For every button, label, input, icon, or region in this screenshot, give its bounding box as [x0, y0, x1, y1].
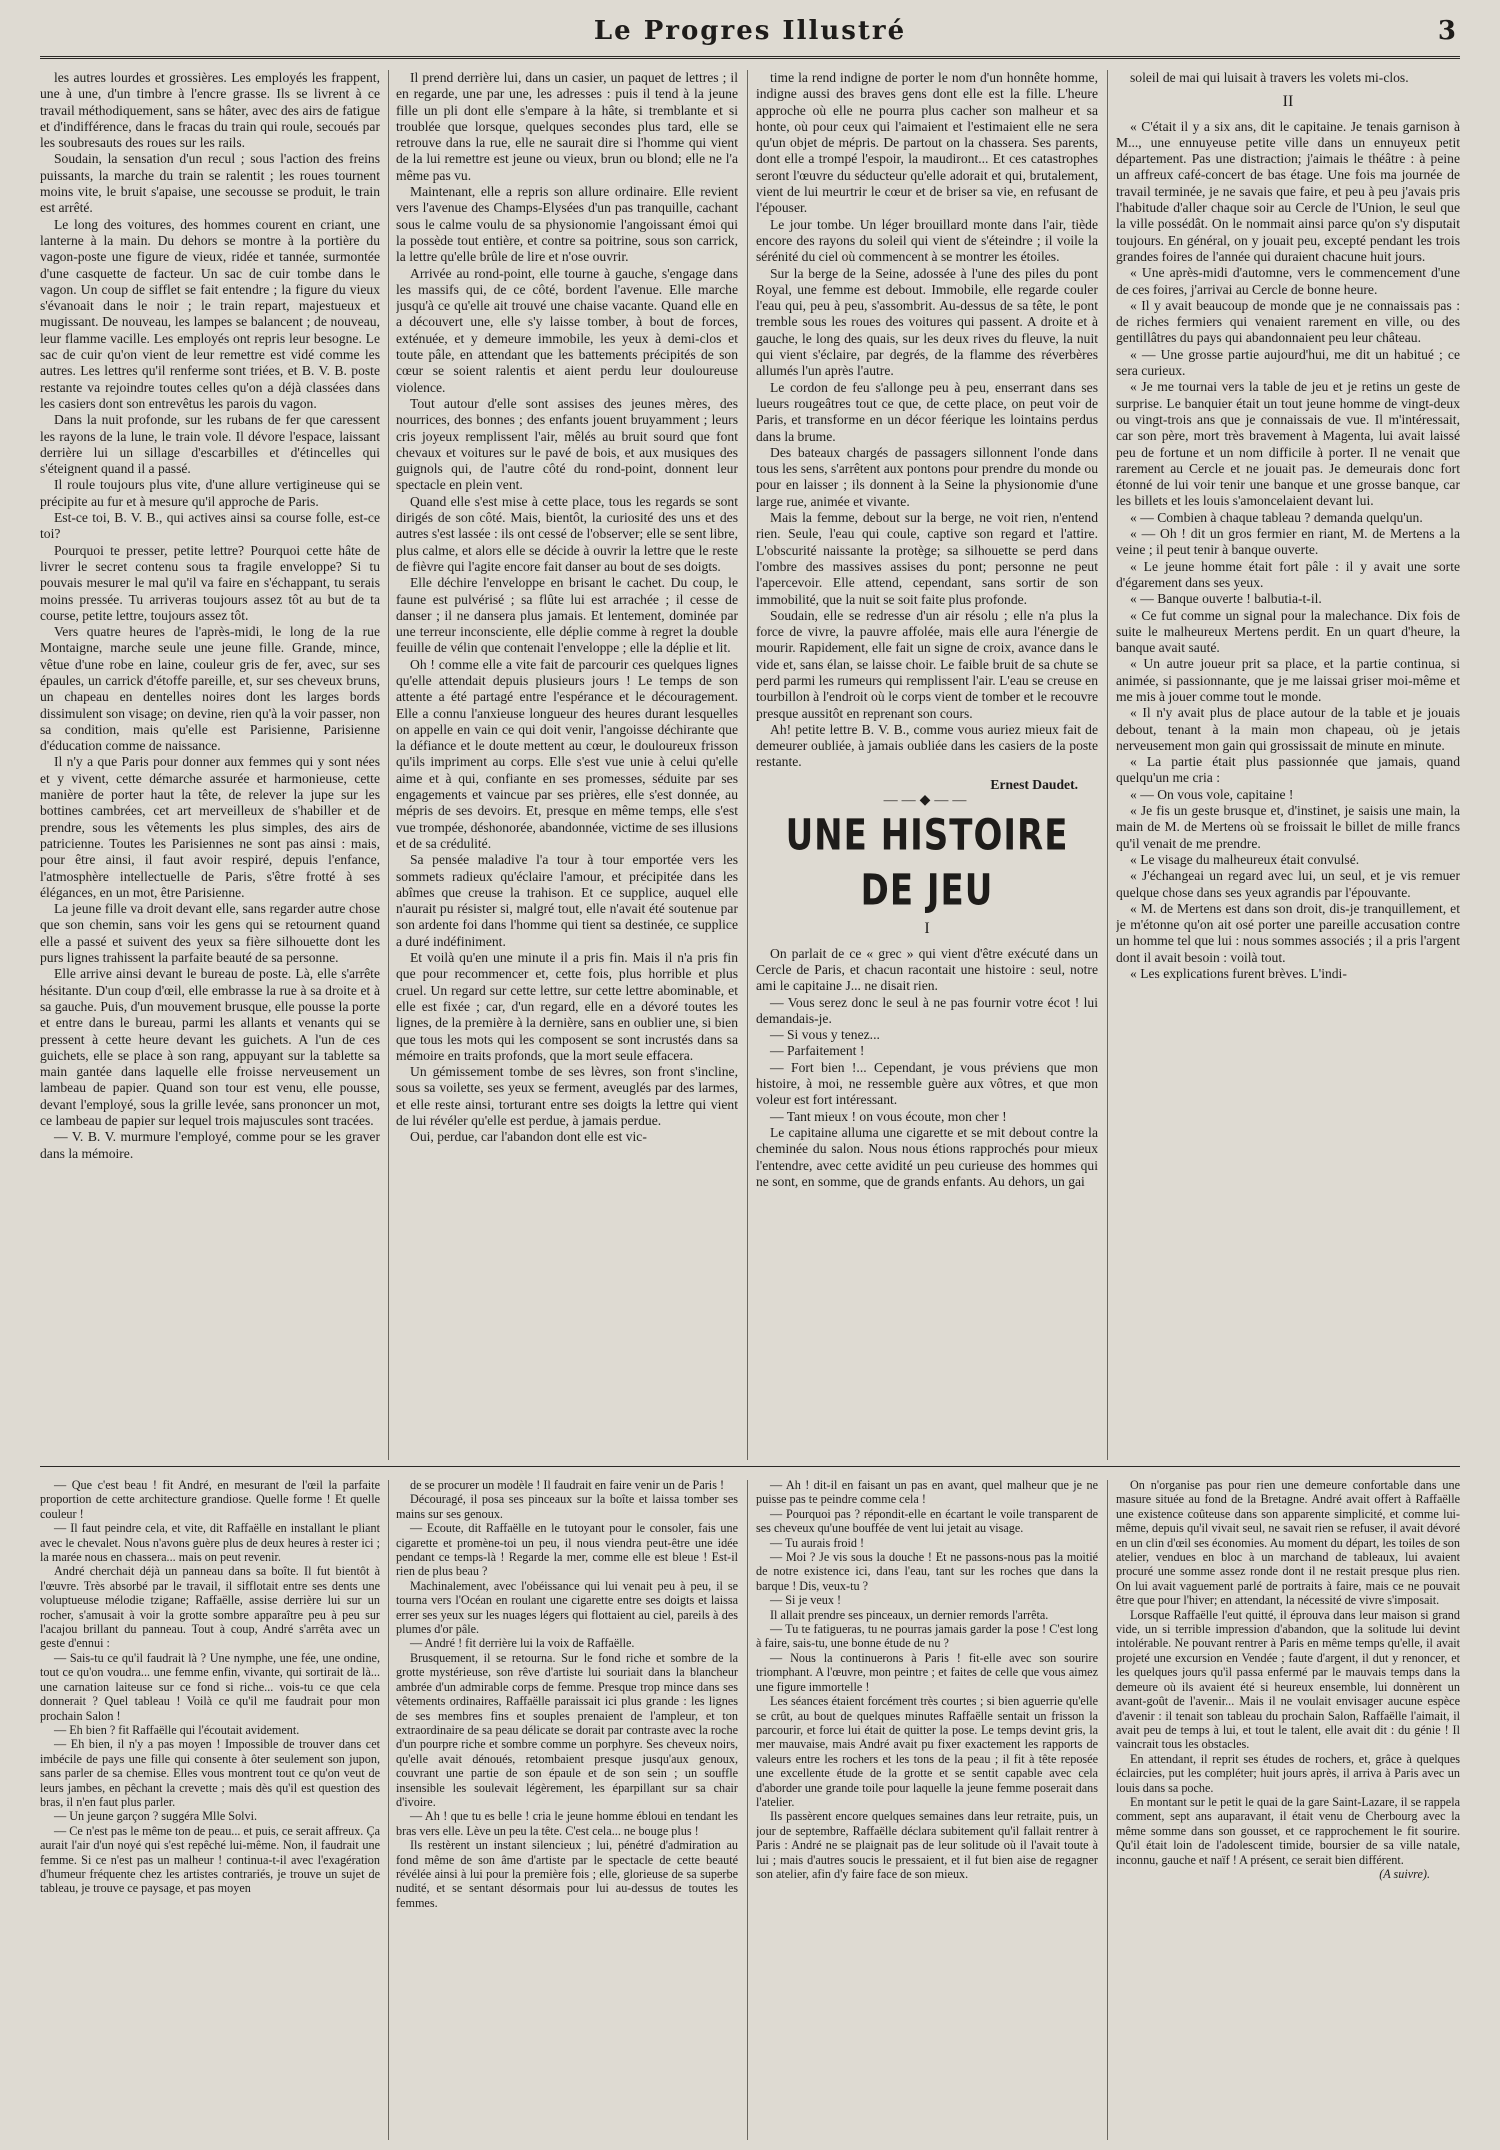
- paragraph: — Ce n'est pas le même ton de peau... et puis, ce serait affreux. Ça aurait l'air d'un noyé qui s'est repêché lui-même. Non, il faudrait une femme. Si ce n'est pas un malheur ! continua-t-il avec l'exagération d'humeur fréquente chez les artistes contrariés, je trouve un sujet de tableau, je trouve ce paysage, et pas moyen: [40, 1823, 380, 1896]
- chapter-heading: I: [924, 920, 930, 938]
- page-number: 3: [1437, 16, 1456, 46]
- paragraph: « Une après-midi d'automne, vers le commencement d'une de ces foires, j'arrivai au Cercle de bonne heure.: [1116, 265, 1460, 297]
- paragraph: Mais la femme, debout sur la berge, ne voit rien, n'entend rien. Seule, l'eau qui coule, captive son regard et l'attire. L'obscurité naissante la protège; sa silhouette se perd dans l'ombre des massives assises du pont; personne ne peut l'apercevoir. Elle attend, cependant, sans sortir de son immobilité, que la nuit se soit faite plus profonde.: [756, 510, 1098, 607]
- paragraph: — Si vous y tenez...: [770, 1027, 880, 1043]
- paragraph: de se procurer un modèle ! Il faudrait en faire venir un de Paris !: [410, 1478, 725, 1492]
- paragraph: On n'organise pas pour rien une demeure confortable dans une masure située au fond de la Bretagne. André avait offert à Raffaëlle une existence coûteuse dans son apparente simplicité, et comme lui-même, depuis qu'il vivait seul, ne savait rien se refuser, il avait dévoré en un clin d'œil ses économies. Au moment du départ, les toiles de son atelier, vendues en bloc à un marchand de tableaux, lui avaient procuré une somme assez ronde dont il ne restait presque plus rien. On lui avait vaguement parlé de portraits à faire, mais ce ne pouvait être que pour l'hiver; en attendant, la nécessité de vivre s'imposait.: [1116, 1478, 1460, 1608]
- paragraph: Oui, perdue, car l'abandon dont elle est vic-: [410, 1129, 647, 1145]
- paragraph: « — Combien à chaque tableau ? demanda quelqu'un.: [1130, 509, 1423, 525]
- article-column-4: [1116, 70, 1460, 1458]
- paragraph: André cherchait déjà un panneau dans sa boîte. Il fut bientôt à l'œuvre. Très absorbé par le travail, il sifflotait entre ses dents une voluptueuse mélodie tzigane; Raffaëlle, assise derrière lui sur un rocher, s'amusait à voir la grotte sombre apparaître peu à peu sur l'acajou brillant du panneau. Tout à coup, André s'arrêta avec un geste d'ennui :: [40, 1564, 380, 1651]
- paragraph: — Pourquoi pas ? répondit-elle en écartant le voile transparent de ses cheveux qu'une bouffée de vent lui jetait au visage.: [756, 1506, 1098, 1536]
- paragraph: Elle arrive ainsi devant le bureau de poste. Là, elle s'arrête hésitante. D'un coup d'œil, elle embrasse la rue à sa droite et à sa gauche. Puis, d'un mouvement brusque, elle pousse la porte et entre dans le bureau, parmi les allants et venants qui se pressent à cette heure devant les guichets. A l'un de ces guichets, elle se place à son rang, appuyant sur la tablette sa main gantée dans laquelle elle froisse nerveusement un lambeau de papier. Quand son tour est venu, elle pousse, devant l'employé, sous la grille levée, sans prononcer un mot, ce lambeau de papier sur lequel trois majuscules sont tracées.: [40, 966, 380, 1128]
- paragraph: — Un jeune garçon ? suggéra Mlle Solvi.: [54, 1809, 258, 1824]
- paragraph: Les séances étaient forcément très courtes ; si bien aguerrie qu'elle se crût, au bout de quelques minutes Raffaëlle sentait un frisson la parcourir, et force lui était de quitter la pose. Le temps devint gris, la mer mauvaise, mais André avait pu fixer exactement les rapports de valeurs entre les rochers et les tons de la peau ; il fit à tête reposée une excellente étude de la grotte et se sentit capable avec cela d'aborder une grande toile pour laquelle la jeune femme poserait dans l'atelier.: [756, 1694, 1098, 1809]
- paragraph: « — Banque ouverte ! balbutia-t-il.: [1130, 591, 1322, 607]
- masthead: [40, 14, 1460, 59]
- paragraph: soleil de mai qui luisait à travers les volets mi-clos.: [1130, 70, 1409, 85]
- column-divider: [388, 70, 389, 1460]
- article-column-2: [396, 70, 738, 1458]
- paragraph: — Que c'est beau ! fit André, en mesurant de l'œil la parfaite proportion de cette architecture grandiose. Quelle forme ! Et quelle couleur !: [40, 1478, 380, 1521]
- paragraph: Pourquoi te presser, petite lettre? Pourquoi cette hâte de livrer le secret contenu sous ta fragile enveloppe? Si tu pouvais mesurer le mal qu'il va faire en s'échappant, tu serais moins pressée. Tu arriveras toujours assez tôt au but de ta course, petite lettre, toujours assez tôt.: [40, 542, 380, 623]
- column-divider: [747, 70, 748, 1460]
- paragraph: Ils restèrent un instant silencieux ; lui, pénétré d'admiration au fond même de son âme d'artiste par le spectacle de cette beauté révélée ainsi à lui pour la première fois ; elle, glorieuse de sa superbe nudité, et se sentant désormais pour lui au-dessus de toutes les femmes.: [396, 1838, 738, 1910]
- to-be-continued: (A suivre).: [1379, 1866, 1430, 1881]
- paragraph: — Ah ! que tu es belle ! cria le jeune homme ébloui en tendant les bras vers elle. Lève un peu la tête. C'est cela... ne bouge plus !: [396, 1809, 738, 1838]
- column-divider: [1107, 1480, 1108, 2140]
- paragraph: Des bateaux chargés de passagers sillonnent l'onde dans tous les sens, s'arrêtent aux pontons pour prendre du monde ou pour en laisser ; ils donnent à la Seine la physionomie d'une large rue, animée et vivante.: [756, 444, 1098, 509]
- paragraph: — Vous serez donc le seul à ne pas fournir votre écot ! lui demandais-je.: [756, 994, 1098, 1026]
- paragraph: Ils passèrent encore quelques semaines dans leur retraite, puis, un jour de septembre, Raffaëlle déclara subitement qu'il fallait rentrer à Paris : André ne se plaignait pas de leur solitude où il l'avait toute à lui ; mais d'autres soucis le pressaient, et il fut bien aise de regagner son atelier, afin d'y faire face de son mieux.: [756, 1809, 1098, 1881]
- paragraph: Elle déchire l'enveloppe en brisant le cachet. Du coup, le faune est pulvérisé ; sa flûte lui est arrachée ; il cesse de danser ; il ne dansera plus jamais. Et lentement, dominée par une terreur inconsciente, elle déplie comme à regret la double feuille de vélin que contenait l'enveloppe ; elle la déplie et lit.: [396, 575, 738, 656]
- paragraph: « Je me tournai vers la table de jeu et je retins un geste de surprise. Le banquier était un tout jeune homme de vingt-deux ou vingt-trois ans que je connaissais de vue. Il m'intéressait, car son père, mort très bravement à Magenta, lui avait laissé peu de fortune et un nom difficile à porter. Il ne venait que rarement au Cercle et ne jouait pas. Je demeurais donc fort étonné de lui voir tenir une banque et une grosse banque, car les billets et les louis s'amoncelaient devant lui.: [1116, 379, 1460, 509]
- paragraph: — Moi ? Je vis sous la douche ! Et ne passons-nous pas la moitié de notre existence ici, dans l'eau, tant sur les roches que dans la barque ! Dis, veux-tu ?: [756, 1550, 1098, 1593]
- paragraph: Un gémissement tombe de ses lèvres, son front s'incline, sous sa voilette, ses yeux se ferment, aveuglés par des larmes, et elle reste ainsi, torturant entre ses doigts la lettre qui vient de lui révéler qu'elle est perdue, à jamais perdue.: [396, 1064, 738, 1128]
- paragraph: « J'échangeai un regard avec lui, un seul, et je vis remuer quelque chose dans ses yeux agrandis par l'épouvante.: [1116, 868, 1460, 900]
- paragraph: — Il faut peindre cela, et vite, dit Raffaëlle en installant le pliant avec le chevalet. Nous n'avons guère plus de deux heures à rester ici ; la marée nous en chassera... mais on peut revenir.: [40, 1521, 380, 1565]
- paragraph: Il n'y a que Paris pour donner aux femmes qui y sont nées et y vivent, cette démarche assurée et harmonieuse, cette manière de porter haut la tête, de relever la jupe sur les bottines cambrées, cet art merveilleux de s'habiller et de prendre, sous les vêtements les plus simples, des airs de patricienne. Toutes les Parisiennes ne sont pas ainsi : mais, pour être ainsi, il faut avoir respiré, depuis l'enfance, l'atmosphère intellectuelle de Paris, s'être frotté à ses élégances, en un mot, être Parisienne.: [40, 754, 380, 900]
- paragraph: « C'était il y a six ans, dit le capitaine. Je tenais garnison à M..., une ennuyeuse petite ville dans un ennuyeux petit département. Pas une distraction; j'aimais le théâtre : à peine un affreux café-concert de bas étage. Une fois ma journée de travail terminée, je ne savais que faire, et peu à peu j'avais pris l'habitude d'aller chaque soir au Cercle de l'Union, le seul que la ville possédât. On le nommait ainsi parce qu'on s'y disputait toujours. En général, on y jouait peu, excepté pendant les trois grandes foires de l'année qui duraient chacune huit jours.: [1116, 118, 1460, 264]
- paragraph: — André ! fit derrière lui la voix de Raffaëlle.: [410, 1636, 635, 1651]
- feuilleton-divider: [40, 1466, 1460, 1467]
- paragraph: « Les explications furent brèves. L'indi-: [1130, 966, 1347, 982]
- chapter-heading: II: [1282, 93, 1294, 111]
- paragraph: Dans la nuit profonde, sur les rubans de fer que caressent les rayons de la lune, le train vole. Il dévore l'espace, laissant derrière lui un sillage d'escarbilles et d'étincelles qui s'éteignent quand il a passé.: [40, 412, 380, 477]
- paragraph: « Ce fut comme un signal pour la malechance. Dix fois de suite le malheureux Mertens perdit. En un quart d'heure, la banque avait sauté.: [1116, 607, 1460, 656]
- paragraph: Brusquement, il se retourna. Sur le fond riche et sombre de la grotte mystérieuse, son rêve d'artiste lui souriait dans la blancheur ambrée d'un admirable corps de femme. Presque trop mince dans ses vêtements ordinaires, Raffaëlle paraissait ici plus grande : les lignes de ses membres fins et souples prenaient de l'ampleur, et ton extraordinaire de sa peau délicate se dorait par contraste avec la roche d'un pourpre riche et sombre comme un porphyre. Ses cheveux noirs, qu'elle avait dénoués, retombaient presque jusqu'aux genoux, couvrant une partie de son épaule et de son sein ; un souffle insensible les soulevait légèrement, les éparpillant sur sa chair d'ivoire.: [396, 1650, 738, 1809]
- paragraph: Le capitaine alluma une cigarette et se mit debout contre la cheminée du salon. Nous nous étions rapprochés pour mieux l'entendre, avec cette avidité un peu curieuse des hommes qui ne sont, en somme, que de grands enfants. Au dehors, un gai: [756, 1124, 1098, 1189]
- paragraph: « M. de Mertens est dans son droit, dis-je tranquillement, et je m'étonne qu'on ait osé porter une pareille accusation contre un homme tel que lui : nous sommes associés ; il a pris l'argent dont il avait besoin : voilà tout.: [1116, 900, 1460, 965]
- paragraph: time la rend indigne de porter le nom d'un honnête homme, indigne aussi des braves gens dont elle est la fille. L'heure approche où elle ne pourra plus cacher son malheur et sa honte, où pour ceux qui l'aimaient et l'estimaient elle ne sera qu'un objet de mépris. De partout on la chassera. Ses parents, dont elle a trompé l'espoir, la maudiront... Et ces catastrophes seront l'œuvre du séducteur qu'elle adorait et qui, brutalement, vient de lui meurtrir le cœur et de briser sa vie, en refusant de l'épouser.: [756, 70, 1098, 216]
- paragraph: On parlait de ce « grec » qui vient d'être exécuté dans un Cercle de Paris, et chacun racontait une histoire : seul, notre ami le capitaine J... ne disait rien.: [756, 945, 1098, 994]
- paragraph: Maintenant, elle a repris son allure ordinaire. Elle revient vers l'avenue des Champs-Elysées d'un pas tranquille, cachant sous le calme voulu de sa physionomie l'angoissant émoi qui la possède tout entière, et contre sa poitrine, sous son carrick, la lettre qu'elle brûle de lire et n'ose ouvrir.: [396, 184, 738, 265]
- paragraph: Il roule toujours plus vite, d'une allure vertigineuse qui se précipite au fur et à mesure qu'il approche de Paris.: [40, 477, 380, 509]
- paragraph: — Si je veux !: [770, 1593, 842, 1608]
- paragraph: Il prend derrière lui, dans un casier, un paquet de lettres ; il en regarde, une par une, les adresses : puis il tend à la jeune fille un pli dont elle s'empare à la hâte, si tremblante et si troublée que lorsque, quelques secondes plus tard, elle se retrouve dans la rue, elle ne saurait dire si l'homme qui vient de la lui remettre est jeune ou vieux, brun ou blond; elle ne l'a même pas vu.: [396, 70, 738, 183]
- paragraph: — V. B. V. murmure l'employé, comme pour se les graver dans la mémoire.: [40, 1129, 380, 1161]
- story-title: UNE HISTOIRE DE JEU: [785, 810, 1069, 916]
- paragraph: Tout autour d'elle sont assises des jeunes mères, des nourrices, des bonnes ; des enfants jouent bruyamment ; leurs cris joyeux remplissent l'air, mêlés au bruit sourd que font chevaux et voitures sur le pavé de bois, et aux musiques des guignols qui, de l'autre côté du rond-point, donnent leur spectacle en plein vent.: [396, 395, 738, 493]
- paragraph: « Un autre joueur prit sa place, et la partie continua, si animée, si passionnante, que je me laissai griser moi-même et me mis à jouer comme tout le monde.: [1116, 656, 1460, 704]
- paragraph: Arrivée au rond-point, elle tourne à gauche, s'engage dans les massifs qui, de ce côté, bordent l'avenue. Elle marche jusqu'à ce qu'elle ait trouvé une chaise vacante. Quand elle en a découvert une, elle s'y laisse tomber, à bout de forces, exténuée, et y demeure immobile, les yeux à demi-clos et toute pâle, en attendant que les battements précipités de son cœur se soient ralentis et aient perdu leur douloureuse violence.: [396, 265, 738, 395]
- paragraph: Le long des voitures, des hommes courent en criant, une lanterne à la main. Du dehors se montre à la portière du vagon-poste une figure de vieux, ridée et tannée, surmontée d'une casquette de facteur. Un sac de cuir tombe dans le vagon. Un coup de sifflet se fait entendre ; la figure du vieux s'évanoait dans le noir ; le train repart, majestueux et mugissant. De nouveau, les lampes se balancent ; de nouveau, leur flamme vacille. Les employés ont repris leur besogne. Le sac de cuir qu'on vient de leur remettre est vidé comme les autres. Les lettres qu'il renferme sont triées, et B. V. B. poste restante va rejoindre toutes celles qu'on a déjà classées dans les casiers dont son entrevêtus les parois du vagon.: [40, 216, 380, 411]
- article-column-3: [756, 70, 1098, 1458]
- paragraph: « — On vous vole, capitaine !: [1130, 786, 1294, 802]
- paragraph: « — Oh ! dit un gros fermier en riant, M. de Mertens a la veine ; il peut tenir à banque ouverte.: [1116, 526, 1460, 558]
- paragraph: Et voilà qu'en une minute il a pris fin. Mais il n'a pris fin que pour recommencer et, cette fois, plus horrible et plus cruel. Un regard sur cette lettre, sur cette lettre abominable, et elle est fixée ; car, d'un regard, elle en a dévoré toutes les lignes, de la première à la dernière, sans en oublier une, si bien que tous les mots qui les composent se sont incrustés dans sa mémoire en traits profonds, que la mort seule effacera.: [396, 950, 738, 1063]
- feuilleton-column-2: [396, 1478, 738, 2140]
- feuilleton-column-3: [756, 1478, 1098, 2140]
- paragraph: Oh ! comme elle a vite fait de parcourir ces quelques lignes qu'elle attendait depuis plusieurs jours ! Le temps de son attente a été partagé entre l'espérance et le découragement. Elle a connu l'anxieuse longueur des heures durant lesquelles on appelle en vain ce qui doit venir, l'angoisse déchirante que la défiance et le doute mettent au cœur, le douloureux frisson qu'ils impriment au corps. Elle s'est vue unie à celui qu'elle aime et à qui, confiante en ses promesses, séduite par ses engagements et vaincue par ses prières, elle s'est donnée, au mépris de ses devoirs. Et, presque en même temps, elle s'est vue trompée, déshonorée, abandonnée, victime de ses illusions et de sa crédulité.: [396, 656, 738, 851]
- paragraph: Quand elle s'est mise à cette place, tous les regards se sont dirigés de son côté. Mais, bientôt, la curiosité des uns et des autres s'est lassée : ils ont cessé de l'observer; elle se sent libre, plus calme, et alors elle se décide à ouvrir la lettre que le reste de fièvre qui l'agite encore fait danser au bout de ses doigts.: [396, 493, 738, 574]
- paragraph: En montant sur le petit le quai de la gare Saint-Lazare, il se rappela comment, sept ans auparavant, il était venu de Cherbourg avec la même somme dans son gousset, et ce rapprochement le fit sourire. Qu'il était loin de l'adolescent timide, boursier de sa ville natale, inconnu, gauche et naïf ! A présent, ce serait bien différent.: [1116, 1794, 1460, 1867]
- paragraph: « Il y avait beaucoup de monde que je ne connaissais pas : de riches fermiers qui venaient rarement en ville, ou des gentillâtres du pays qui abandonnaient peu leur château.: [1116, 297, 1460, 346]
- paragraph: Le cordon de feu s'allonge peu à peu, enserrant dans ses lueurs rougeâtres tout ce que, de cette place, on peut voir de Paris, et transforme en un décor féerique les lointains perdus dans la brume.: [756, 379, 1098, 444]
- paragraph: « Je fis un geste brusque et, d'instinet, je saisis une main, la main de M. de Mertens où se froissait le billet de mille francs qu'il venait de me prendre.: [1116, 803, 1460, 851]
- paragraph: — Tu te fatigueras, tu ne pourras jamais garder la pose ! C'est long à faire, sais-tu, une bonne étude de nu ?: [756, 1622, 1098, 1651]
- section-ornament: ——◆——: [883, 793, 971, 809]
- paragraph: — Eh bien ? fit Raffaëlle qui l'écoutait avidement.: [54, 1722, 300, 1737]
- feuilleton-column-1: [40, 1478, 380, 2140]
- paragraph: — Nous la continuerons à Paris ! fit-elle avec son sourire triomphant. A l'œuvre, mon peintre ; et faites de celle que vous aimez une figure immortelle !: [756, 1650, 1098, 1694]
- paragraph: « La partie était plus passionnée que jamais, quand quelqu'un me cria :: [1116, 754, 1460, 786]
- paragraph: « Il n'y avait plus de place autour de la table et je jouais debout, tenant à la main mon chapeau, où je jetais nerveusement mon gain qui grossissait de minute en minute.: [1116, 705, 1460, 753]
- paragraph: Ah! petite lettre B. V. B., comme vous auriez mieux fait de demeurer oubliée, à jamais oubliée dans les casiers de la poste restante.: [756, 721, 1098, 770]
- paragraph: les autres lourdes et grossières. Les employés les frappent, une à une, d'un timbre à l'encre grasse. Ils se livrent à ce travail méthodiquement, sans se hâter, avec des airs de fatigue et d'indifférence, dans le fracas du train qui roule, secoués par les soubresauts des roues sur les rails.: [40, 70, 380, 151]
- paragraph: — Eh bien, il n'y a pas moyen ! Impossible de trouver dans cet imbécile de pays une fille qui consente à ôter seulement son jupon, sans parler de sa chemise. Elles vous montrent tout ce qu'on veut de leurs jambes, en pêchant la crevette ; mais dès qu'il est question des bras, il n'en faut plus parler.: [40, 1737, 380, 1809]
- paragraph: En attendant, il reprit ses études de rochers, et, grâce à quelques éclaircies, put les compléter; huit jours après, il arriva à Paris avec un louis dans sa poche.: [1116, 1751, 1460, 1795]
- paragraph: Machinalement, avec l'obéissance qui lui venait peu à peu, il se tourna vers l'Océan en roulant une cigarette entre ses doigts et laissa errer ses yeux sur les nuages légers qui flottaient au ciel, pareils à des plumes d'or pâle.: [396, 1578, 738, 1637]
- paragraph: — Sais-tu ce qu'il faudrait là ? Une nymphe, une fée, une ondine, tout ce qu'on voudra... une femme enfin, vivante, qui sortirait de là... une carnation laiteuse sur ce fond si riche... vois-tu ce que cela donnerait ? Quel tableau ! Voilà ce qu'il me faudrait pour mon prochain Salon !: [40, 1650, 380, 1723]
- paragraph: Est-ce toi, B. V. B., qui actives ainsi sa course folle, est-ce toi?: [40, 510, 380, 542]
- column-divider: [1107, 70, 1108, 1460]
- paragraph: — Parfaitement !: [770, 1043, 865, 1059]
- author-signature: Ernest Daudet.: [990, 776, 1078, 792]
- paragraph: « Le visage du malheureux était convulsé.: [1130, 851, 1360, 867]
- paragraph: Découragé, il posa ses pinceaux sur la boîte et laissa tomber ses mains sur ses genoux.: [396, 1492, 738, 1521]
- paragraph: Soudain, elle se redresse d'un air résolu ; elle n'a plus la force de vivre, la pauvre affolée, mais elle aura l'énergie de mourir. Rapidement, elle fait un signe de croix, avance dans le vide et, sans élan, se laisse choir. Le faible bruit de sa chute se perd parmi les rumeurs qui remplissent l'air. L'eau se creuse en tourbillon à l'endroit où le corps vient de tomber et le recouvre presque aussitôt en reprenant son cours.: [756, 607, 1098, 721]
- paragraph: Sur la berge de la Seine, adossée à l'une des piles du pont Royal, une femme est debout. Immobile, elle regarde couler l'eau qui, peu à peu, s'assombrit. Au-dessus de sa tête, le pont tremble sous les roues des voitures qui passent. A droite et à gauche, le long des quais, sur les deux rives du fleuve, la nuit qui vient s'éclaire, par degrés, de la flamme des réverbères allumés l'un après l'autre.: [756, 265, 1098, 379]
- paragraph: — Ah ! dit-il en faisant un pas en avant, quel malheur que je ne puisse pas te peindre comme cela !: [756, 1478, 1098, 1507]
- paragraph: Il allait prendre ses pinceaux, un dernier remords l'arrêta.: [770, 1607, 1049, 1622]
- paragraph: La jeune fille va droit devant elle, sans regarder autre chose que son chemin, sans voir les gens qui se retournent quand elle a passé et suivent des yeux sa fière silhouette dont les purs lignes trahissent la parfaite beauté de sa personne.: [40, 901, 380, 966]
- newspaper-title: Le Progres Illustré: [593, 16, 907, 46]
- paragraph: — Fort bien !... Cependant, je vous préviens que mon histoire, à moi, ne ressemble guère aux vôtres, et que mon voleur est fort intéressant.: [756, 1059, 1098, 1108]
- paragraph: « Le jeune homme était fort pâle : il y avait une sorte d'égarement dans ses yeux.: [1116, 558, 1460, 590]
- paragraph: Sa pensée maladive l'a tour à tour emportée vers les sommets radieux qu'éclaire l'amour, et précipitée dans les abîmes que creuse la trahison. Et ce supplice, auquel elle n'aurait pu résister si, malgré tout, elle n'avait été soutenue par son ardente foi dans l'homme qui tient sa destinée, ce supplice a duré indéfiniment.: [396, 852, 738, 949]
- paragraph: — Ecoute, dit Raffaëlle en le tutoyant pour le consoler, fais une cigarette et promène-toi un peu, il nous viendra peut-être une idée pendant ce temps-là ! Regarde la mer, comme elle est bleue ! Est-il rien de plus beau ?: [396, 1521, 738, 1579]
- paragraph: « — Une grosse partie aujourd'hui, me dit un habitué ; ce sera curieux.: [1116, 346, 1460, 379]
- column-divider: [388, 1480, 389, 2140]
- paragraph: Soudain, la sensation d'un recul ; sous l'action des freins puissants, la marche du train se ralentit ; les roues tournent moins vite, le bruit s'apaise, une secousse se produit, le train est arrêté.: [40, 151, 380, 216]
- article-column-1: [40, 70, 380, 1458]
- feuilleton-column-4: [1116, 1478, 1460, 2140]
- paragraph: Lorsque Raffaëlle l'eut quitté, il éprouva dans leur maison si grand vide, un si terrible impression d'abandon, que la solitude lui devint intolérable. Ne pouvant rentrer à Paris en même temps qu'elle, il avait projeté une excursion en Vendée ; faute d'argent, il dut y renoncer, et les quelques jours qu'il passa enfermé par le mauvais temps dans la demeure où ils avaient été si heureux ensemble, lui donnèrent un avant-goût de l'avenir... Mais il ne voulait envisager aucune espèce d'avenir : il tenait son tableau du prochain Salon, Raffaëlle l'aimait, il avait peu de temps à lui, et tout le talent, elle avait dit : du génie ! Il vaincrait tous les obstacles.: [1116, 1607, 1460, 1752]
- paragraph: — Tu aurais froid !: [770, 1535, 865, 1550]
- paragraph: Vers quatre heures de l'après-midi, le long de la rue Montaigne, marche seule une jeune fille. Grande, mince, vêtue d'une robe en laine, couleur gris de fer, avec, sur ses épaules, un carrick d'étoffe pareille, et, sur ses cheveux bruns, un chapeau en dentelles noires dont les larges bords dissimulent son visage; on devine, rien qu'à la voir passer, non sa condition, mais qu'elle est Parisienne, Parisienne d'éducation comme de naissance.: [40, 624, 380, 754]
- paragraph: Le jour tombe. Un léger brouillard monte dans l'air, tiède encore des rayons du soleil qui vient de s'éteindre ; il voile la sérénité du ciel où commencent à se montrer les étoiles.: [756, 216, 1098, 265]
- column-divider: [747, 1480, 748, 2140]
- paragraph: — Tant mieux ! on vous écoute, mon cher !: [770, 1108, 1007, 1124]
